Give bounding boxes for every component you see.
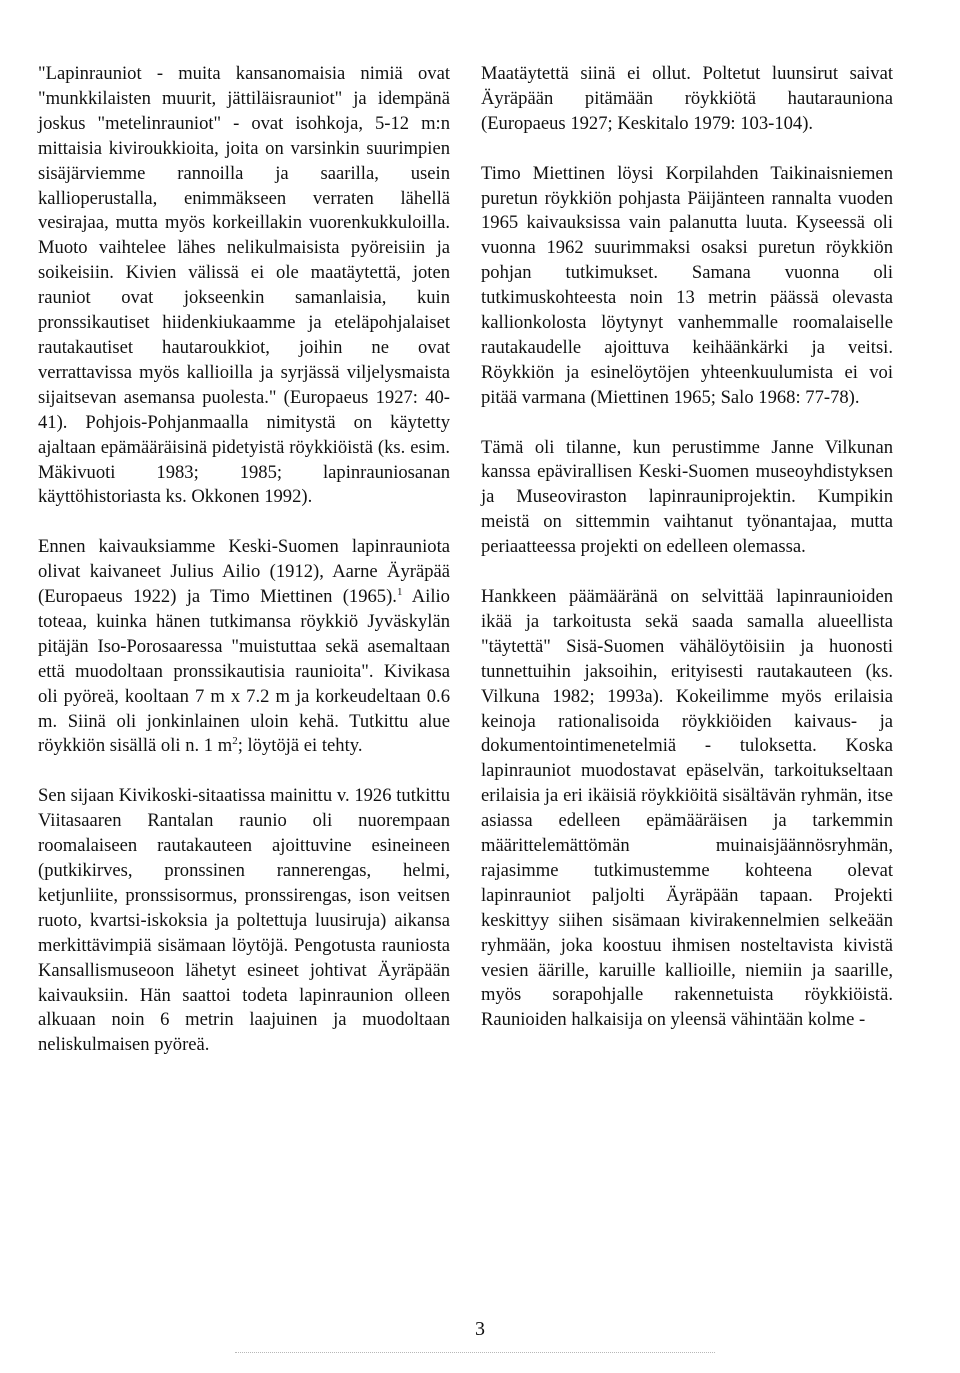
- right-paragraph-3: Tämä oli tilanne, kun perustimme Janne Vilkunan kanssa epävirallisen Keski-Suomen museoyhdistyksen ja Museoviraston lapinrauniprojektin. Kumpikin meistä on sittemmin vaihtanut työnantajaa, mutta periaatteessa projekti on edelleen olemassa.: [481, 436, 893, 558]
- right-paragraph-1: Maatäytettä siinä ei ollut. Poltetut luunsirut saivat Äyräpään pitämään röykkiötä hautarauniona (Europaeus 1927; Keskitalo 1979: 103-104).: [481, 63, 893, 134]
- left-paragraph-2-part-a: Ennen kaivauksiamme Keski-Suomen lapinrauniota olivat kaivaneet Julius Ailio (1912), Aarne Äyräpää (Europaeus 1922) ja Timo Miettinen (1965).: [38, 536, 450, 608]
- left-paragraph-2-part-c: ; löytöjä ei tehty.: [237, 735, 363, 757]
- left-paragraph-2: [38, 535, 450, 759]
- left-paragraph-1: "Lapinrauniot - muita kansanomaisia nimiä ovat "munkkilaisten muurit, jättiläisrauniot" ja idempänä joskus "metelinrauniot" - ovat isohkoja, 5-12 m:n mittaisia kiviroukkioita, joita on varsinkin suurimpien sisäjärviemme rannoilla ja saarilla, usein kallioperustalla, enimmäkseen verraten lähellä vesirajaa, mutta myös korkeillakin vuorenkukkuloilla. Muoto vaihtelee lähes nelikulmaisista pyöreisiin ja soikeisiin. Kivien välissä ei ole maatäytettä, joten rauniot ovat jokseenkin samanlaisia, kuin pronssikautiset hiidenkiukaamme ja eteläpohjalaiset rautakautiset hautaroukkiot, joihin ne ovat verrattavissa myös kallioilla ja syrjässä viljelysmaista sijaitsevan asemansa puolesta." (Europaeus 1927: 40-41). Pohjois-Pohjanmaalla nimitystä on käytetty ajaltaan epämääräisinä pidetyistä röykkiöistä (ks. esim. Mäkivuoti 1983; 1985; lapinrauniosanan käyttöhistoriasta ks. Okkonen 1992).: [38, 63, 450, 508]
- square-superscript: 2: [232, 735, 238, 748]
- footnote-marker: 1: [396, 585, 403, 598]
- left-paragraph-3: Sen sijaan Kivikoski-sitaatissa mainittu v. 1926 tutkittu Viitasaaren Rantalan raunio oli nuorempaan roomalaiseen rautakauteen ajoittuvine esineineen (putkikirves, pronssinen rannerengas, helmi, ketjunliite, pronssisormus, pronssirengas, ison veitsen ruoto, kvartsi-iskoksia ja poltettuja luusiruja) aikansa merkittävimpiä sisämaan löytöjä. Pengotusta rauniosta Kansallismuseoon lähetyt esineet johtivat Äyräpään kaivauksiin. Hän saattoi todeta lapinraunion olleen alkuaan noin 6 metrin laajuinen ja muodoltaan neliskulmaisen pyöreä.: [38, 785, 450, 1056]
- right-paragraph-4: Hankkeen päämääränä on selvittää lapinraunioiden ikää ja tarkoitusta sekä saada samalla alueellista "täytettä" Sisä-Suomen vähälöytöisiin ja huonosti tunnettuihin jaksoihin, erityisesti rautakauteen (ks. Vilkuna 1982; 1993a). Kokeilimme myös erilaisia keinoja rationalisoida röykkiöiden kaivaus- ja dokumentointimenetelmiä - tuloksetta. Koska lapinrauniot muodostavat epäselvän, tarkoitukseltaan erilaisia ja eri ikäisiä röykkiöitä sisältävän ryhmän, itse asiassa edelleen epämääräisen ja tarkemmin määrittelemättömän muinaisjäännösryhmän, rajasimme tutkimustemme kohteena olevat lapinrauniot paljolti Äyräpään tapaan. Projekti keskittyy siihen sisämaan kivirakennelmien selkeään ryhmään, joka koostuu ihmisen nosteltavista kivistä vesien äärille, karuille kallioille, niemiin ja saarille, myös sorapohjalle rakennetuista röykkiöistä. Raunioiden halkaisija on yleensä vähintään kolme -: [481, 585, 893, 1031]
- scan-artifact-line: [235, 1352, 715, 1353]
- page-number: 3: [475, 1318, 485, 1340]
- left-column: [38, 62, 450, 1083]
- right-column: [481, 62, 893, 1058]
- left-paragraph-2-part-b: Ailio toteaa, kuinka hänen tutkimansa röykkiö Jyväskylän pitäjän Iso-Porosaaressa "muistuttaa sekä asemaltaan että muodoltaan pronssikautisia raunioita". Kivikasa oli pyöreä, kooltaan 7 m x 7.2 m ja korkeudeltaan 0.6 m. Siinä oli jonkinlainen uloin kehä. Tutkittu alue röykkiön sisällä oli n. 1 m: [38, 586, 450, 757]
- right-paragraph-2: Timo Miettinen löysi Korpilahden Taikinaisniemen puretun röykkiön pohjasta Päijänteen rannalta vuoden 1965 kaivauksissa vain palanutta luuta. Kyseessä oli vuonna 1962 suurimmaksi osaksi puretun röykkiön pohjan tutkimukset. Samana vuonna oli tutkimuskohteesta noin 13 metrin päässä olevasta kallionkolosta löytynyt vanhemmalle roomalaiselle rautakaudelle ajoittuva keihäänkärki ja veitsi. Röykkiön ja esinelöytöjen yhteenkuulumista ei voi pitää varmana (Miettinen 1965; Salo 1968: 77-78).: [481, 162, 893, 408]
